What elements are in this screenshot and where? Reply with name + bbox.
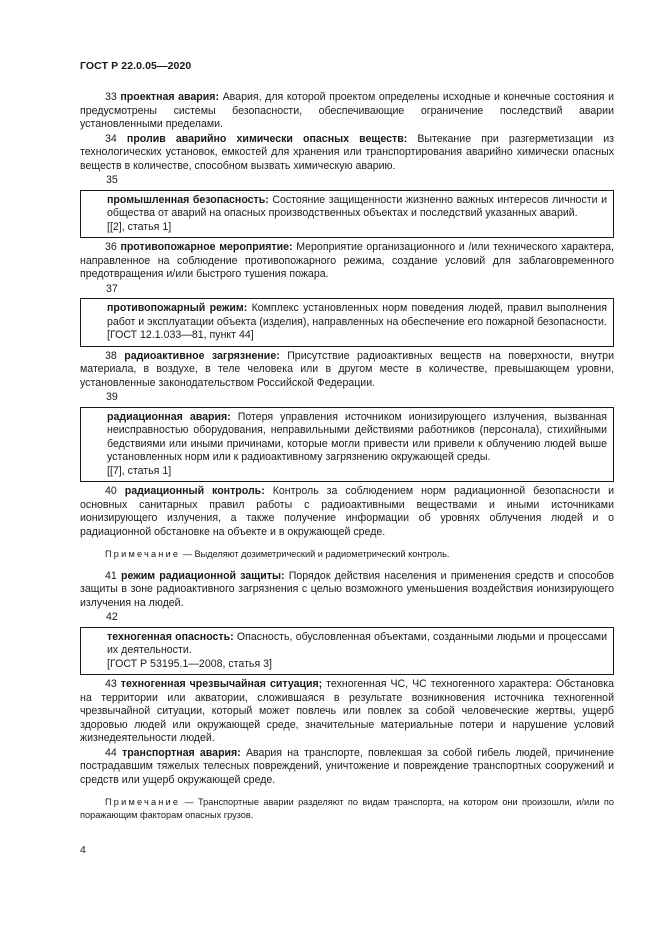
page-number: 4 <box>80 844 86 856</box>
term-number-37: 37 <box>106 282 118 295</box>
term-definition: Комплекс установленных норм поведения людей, правил выполнения работ и эксплуатации объекта (изделия), направленных на обеспечение его пожарной безопасности. <box>107 302 607 328</box>
note-40 <box>80 548 614 561</box>
term-box-39 <box>80 407 614 483</box>
term-source: [[7], статья 1] <box>107 464 172 477</box>
note-text: — Транспортные аварии разделяют по видам транспорта, на котором они произошли, и/или по поражающим факторам опасных грузов. <box>80 797 614 820</box>
term-name: противопожарный режим: <box>107 302 248 314</box>
term-source: [ГОСТ Р 53195.1—2008, статья 3] <box>107 657 272 670</box>
term-entry-41: 41 режим радиационной защиты: Порядок действия населения и применения средств и способов защиты в зоне радиоактивного загрязнения с целью возможного уменьшения воздействия ионизирующего излучения на людей. <box>80 569 614 609</box>
term-definition: Опасность, обусловленная объектами, созданными людьми и процессами их деятельности. <box>107 630 608 656</box>
term-name: промышленная безопасность: <box>107 193 269 206</box>
term-definition: Состояние защищенности жизненно важных интересов личности и общества от аварий на опасных производственных объектах и последствий указанных аварий. <box>107 193 607 219</box>
term-definition: Авария на транспорте, повлекшая за собой гибель людей, причинение пострадавшим тяжелых телесных повреждений, уничтожение и повреждение транспортных сооружений и средств или ущерб окружающей среде. <box>80 746 614 786</box>
document-header: ГОСТ Р 22.0.05—2020 <box>80 60 192 72</box>
term-entry-33: 33 проектная авария: Авария, для которой проектом определены исходные и конечные состояния и предусмотрены системы безопасности, обеспечивающие ограничение последствий аварии установленными пределами. <box>80 91 614 130</box>
term-entry-43: 43 техногенная чрезвычайная ситуация; техногенная ЧС, ЧС техногенного характера: Обстановка на территории или акватории, сложившаяся в результате возникновения источника техногенной чрезвычайной ситуации, который может повлечь или повлек за собой человеческие жертвы, ущерб здоровью людей или окружающей среде, значительные материальные потери и нарушение условий жизнедеятельности людей. <box>80 678 614 744</box>
term-entry-36: 36 противопожарное мероприятие: Мероприятие организационного и /или технического характера, направленное на соблюдение противопожарного режима, создание условий для заблаговременного предотвращения и/или быстрого тушения пожара. <box>80 241 614 280</box>
term-definition: Порядок действия населения и применения средств и способов защиты в зоне радиоактивного загрязнения с целью возможного уменьшения воздействия ионизирующего излучения на людей. <box>80 569 614 609</box>
term-name: пролив аварийно химически опасных веществ: <box>126 132 408 145</box>
term-entry-40: 40 радиационный контроль: Контроль за соблюдением норм радиационной безопасности и основных санитарных правил работы с радиоактивными веществами и иными источниками ионизирующего излучения, а также получение информации об уровнях облучения людей и о радиационной обстановке на объекте и в окружающей среде. <box>80 485 614 538</box>
term-definition: Потеря управления источником ионизирующего излучения, вызванная неисправностью оборудования, неправильными действиями работников (персонала), стихийными бедствиями или иными причинами, которые могли привести или привели к облучению людей выше установленных норм или к радиоактивному загрязнению окружающей среды. <box>107 410 607 463</box>
term-name: радиационная авария: <box>107 410 231 423</box>
term-entry-44: 44 транспортная авария: Авария на транспорте, повлекшая за собой гибель людей, причинение пострадавшим тяжелых телесных повреждений, уничтожение и повреждение транспортных сооружений и средств или ущерб окружающей среде. <box>80 746 614 786</box>
term-source: [[2], статья 1] <box>107 220 172 233</box>
term-box-42 <box>80 627 614 676</box>
term-box-35 <box>80 190 614 239</box>
term-definition: Вытекание при разгерметизации из технологических установок, емкостей для хранения или транспортирования аварийно химически опасных веществ в количестве, способном вызвать химическую аварию. <box>80 132 614 172</box>
term-number-42: 42 <box>106 611 118 623</box>
term-name: техногенная опасность: <box>107 630 234 643</box>
note-label: Примечание <box>105 549 181 559</box>
term-entry-34: 34 пролив аварийно химически опасных веществ: Вытекание при разгерметизации из технологических установок, емкостей для хранения или транспортирования аварийно химически опасных веществ в количестве, способном вызвать химическую аварию. <box>80 132 614 172</box>
term-name: режим радиационной защиты: <box>121 569 285 582</box>
term-box-37 <box>80 298 614 347</box>
term-definition: Контроль за соблюдением норм радиационной безопасности и основных санитарных правил работы с радиоактивными веществами и иными источниками ионизирующего излучения, а также получение информации об уровнях облучения людей и о радиационной обстановке на объекте и в окружающей среде. <box>80 485 614 538</box>
term-definition: Авария, для которой проектом определены исходные и конечные состояния и предусмотрены системы безопасности, обеспечивающие ограничение последствий аварии установленными пределами. <box>80 91 614 130</box>
note-text: — Выделяют дозиметрический и радиометрический контроль. <box>180 549 450 559</box>
term-definition: техногенная ЧС, ЧС техногенного характера: Обстановка на территории или акватории, сложившаяся в результате возникновения источника техногенной чрезвычайной ситуации, который может повлечь или повлек за собой человеческие жертвы, ущерб здоровью людей или окружающей среде, значительные материальные потери и нарушение условий жизнедеятельности людей. <box>80 678 614 744</box>
term-name: проектная авария: <box>120 91 220 103</box>
note-44 <box>80 796 614 821</box>
term-name: радиоактивное загрязнение: <box>124 349 280 362</box>
term-definition: Мероприятие организационного и /или технического характера, направленное на соблюдение противопожарного режима, создание условий для заблаговременного предотвращения и/или быстрого тушения пожара. <box>80 241 614 280</box>
term-name: техногенная чрезвычайная ситуация; <box>120 678 323 690</box>
term-number-39: 39 <box>106 391 118 403</box>
term-entry-38: 38 радиоактивное загрязнение: Присутствие радиоактивных веществ на поверхности, внутри материала, в воздухе, в теле человека или в другом месте в количестве, превышающем уровни, установленные законодательством Российской Федерации. <box>80 349 614 389</box>
terms-content <box>80 91 614 830</box>
term-name: транспортная авария: <box>122 746 241 759</box>
term-definition: Присутствие радиоактивных веществ на поверхности, внутри материала, в воздухе, в теле человека или в другом месте в количестве, превышающем уровни, установленные законодательством Российской Федерации. <box>80 349 614 389</box>
term-name: противопожарное мероприятие: <box>120 241 293 253</box>
term-source: [ГОСТ 12.1.033—81, пункт 44] <box>107 329 254 341</box>
term-number-35: 35 <box>106 174 118 186</box>
note-label: Примечание <box>105 797 181 807</box>
term-name: радиационный контроль: <box>124 485 265 497</box>
